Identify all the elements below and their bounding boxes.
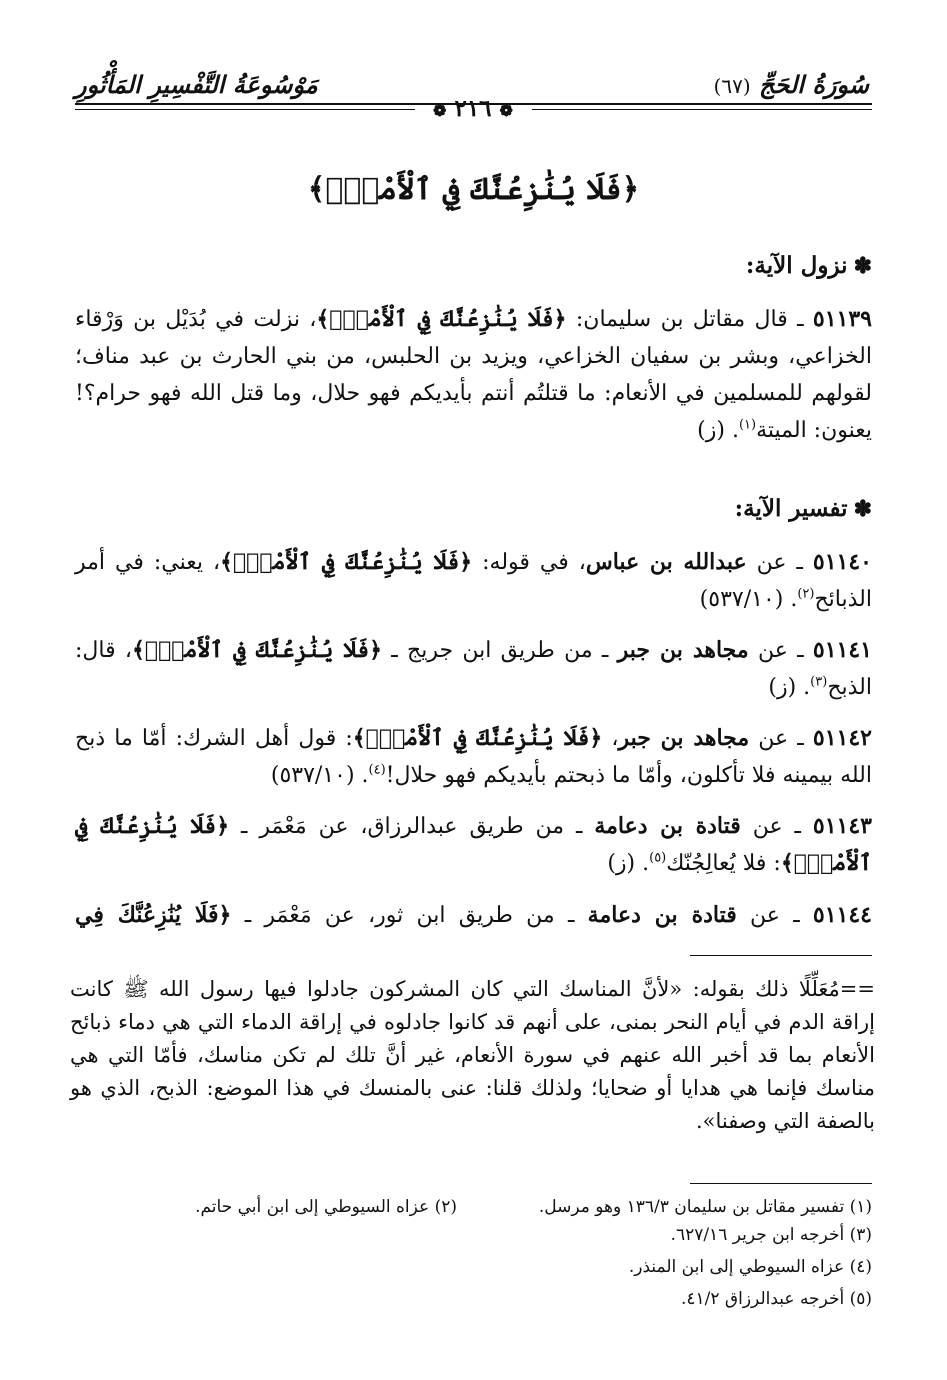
footnote-5: (٥) أخرجه عبدالرزاق ٤١/٢.	[681, 1289, 872, 1309]
text: ، نزلت في بُدَيْل بن وَرْقاء الخزاعي، وبشر بن سفيان الخزاعي، ويزيد بن الحلبس، من بني الحارث بن عبد مناف؛ لقولهم للمسلمين في الأنعام: ما قتلتُم أنتم بأيديكم فهو حلال، وما قتل الله فهو حرام؟! يعنون: الميتة	[75, 307, 872, 443]
footnote-separator	[690, 1183, 872, 1184]
continuation-text: مُعَلِّلًا ذلك بقوله: «لأنَّ المناسك التي كان المشركون جادلوا فيها رسول الله ﷺ كانت إراقة الدم في أيام النحر بمنى، على أنهم قد كانوا جادلوه في إراقة الدماء التي هي دماء ذبائح الأنعام بما قد أخبر الله عنهم في سورة الأنعام، غير أنَّ تلك لم تكن مناسك، فأمّا التي هي مناسك فإنما هي هدايا أو ضحايا؛ ولذلك قلنا: عنى بالمنسك في هذا الموضع: الذبح، الذي هو بالصفة التي وصفنا».	[70, 977, 875, 1133]
quran-quote: ﴿فَلَا يُنَٰزِعُنَّكَ فِي ٱلْأَمْرِۚ﴾	[75, 813, 872, 876]
text: : فلا يُعالِجُنّك	[666, 851, 781, 876]
paragraph-51142	[75, 720, 872, 794]
verse-number: (٦٧)	[713, 74, 751, 98]
running-header-book-title: مَوْسُوعَةُ التَّفْسِيرِ المَأْثُورِ	[75, 70, 318, 99]
narrator-name: عبدالله بن عباس	[585, 549, 747, 575]
header-rule-right	[532, 109, 872, 110]
narrator-name: قتادة بن دعامة	[587, 902, 737, 928]
paragraph-51144	[75, 897, 872, 934]
text: ،	[602, 726, 619, 751]
footnote-separator	[690, 955, 872, 956]
paragraph-51139	[75, 301, 872, 449]
reference: . (٥٣٧/١٠)	[699, 587, 798, 612]
footnote-marker: (٤)	[368, 762, 386, 778]
narrator-name: مجاهد بن جبر	[617, 637, 749, 663]
footnote-marker: (٣)	[810, 674, 828, 690]
text: ، يعني: في أمر الذبائح	[75, 550, 872, 612]
ornament-icon: ❁	[499, 101, 513, 120]
quran-quote: ﴿فَلَا يُنَٰزِعُنَّكَ فِي ٱلْأَمْرِۚ﴾	[220, 549, 473, 575]
text: ، قال: الذبح	[75, 638, 872, 700]
quran-quote: ﴿فَلَا يُنَٰزِعُنَّكَ فِي	[75, 902, 232, 928]
text: : قول أهل الشرك: أمّا ما ذبح الله بيمينه فلا تأكلون، وأمّا ما ذبحتم بأيديكم فهو حلال!	[75, 726, 872, 788]
reference: . (ز)	[607, 851, 650, 876]
text: ـ عن	[736, 903, 813, 928]
narrator-name: قتادة بن دعامة	[594, 813, 741, 839]
text: ـ من طريق عبدالرزاق، عن مَعْمَر ـ	[229, 814, 595, 839]
continuation-mark: ==	[839, 977, 875, 1001]
entry-number: ٥١١٤٠	[812, 549, 872, 575]
footnote-3: (٣) أخرجه ابن جرير ٦٢٧/١٦.	[670, 1225, 872, 1245]
surah-name: سُورَةُ الحَجِّ	[759, 70, 869, 99]
quran-quote: ﴿فَلَا يُنَٰزِعُنَّكَ فِي ٱلْأَمْرِۚ﴾	[316, 306, 567, 332]
entry-number: ٥١١٤١	[812, 637, 872, 663]
footnote-marker: (٢)	[797, 586, 815, 602]
text: ، في قوله:	[472, 550, 586, 575]
footnote-marker: (٥)	[649, 850, 667, 866]
page-number	[408, 95, 538, 122]
page-number-value: ٢١٦	[454, 95, 492, 122]
section-heading-nuzul	[746, 252, 872, 279]
header-rule-left	[75, 109, 415, 110]
entry-number: ٥١١٤٣	[812, 813, 872, 839]
text: ـ عن	[748, 638, 813, 663]
flower-icon: ✽	[853, 496, 872, 522]
footnote-marker: (١)	[738, 417, 757, 433]
entry-number: ٥١١٤٤	[812, 902, 872, 928]
footnote-continuation	[70, 973, 875, 1138]
paragraph-51140	[75, 544, 872, 618]
text: ـ من طريق ابن ثور، عن مَعْمَر ـ	[231, 903, 588, 928]
footnote-2: (٢) عزاه السيوطي إلى ابن أبي حاتم.	[195, 1197, 457, 1217]
text: ـ عن	[740, 814, 813, 839]
narrator-name: مجاهد بن جبر	[618, 725, 750, 751]
text: ـ عن	[749, 726, 813, 751]
entry-number: ٥١١٣٩	[812, 306, 872, 332]
reference: . (ز)	[768, 675, 811, 700]
quran-quote: ﴿فَلَا يُنَٰزِعُنَّكَ فِي ٱلْأَمْرِۚ﴾	[352, 725, 603, 751]
reference: . (ز)	[697, 418, 739, 443]
text: ـ قال مقاتل بن سليمان:	[566, 307, 813, 332]
verse-title: ﴿فَلَا يُنَٰزِعُنَّكَ فِي ٱلْأَمْرِۚ﴾	[307, 172, 640, 207]
section-heading-text: نزول الآية:	[745, 252, 848, 279]
section-heading-text: تفسير الآية:	[734, 495, 848, 522]
paragraph-51141	[75, 632, 872, 706]
footnote-4: (٤) عزاه السيوطي إلى ابن المنذر.	[628, 1257, 872, 1277]
text: ـ عن	[746, 550, 813, 575]
flower-icon: ✽	[853, 253, 872, 279]
quran-quote: ﴿فَلَا يُنَٰزِعُنَّكَ فِي ٱلْأَمْرِۚ﴾	[132, 637, 382, 663]
paragraph-51143	[75, 808, 872, 882]
ornament-icon: ❁	[433, 101, 447, 120]
footnote-1: (١) تفسير مقاتل بن سليمان ١٣٦/٣ وهو مرسل.	[538, 1197, 872, 1217]
entry-number: ٥١١٤٢	[812, 725, 872, 751]
text: ـ من طريق ابن جريج ـ	[381, 638, 618, 663]
reference: . (٥٣٧/١٠)	[270, 763, 369, 788]
running-header-surah	[714, 70, 869, 99]
section-heading-tafsir	[735, 495, 872, 522]
